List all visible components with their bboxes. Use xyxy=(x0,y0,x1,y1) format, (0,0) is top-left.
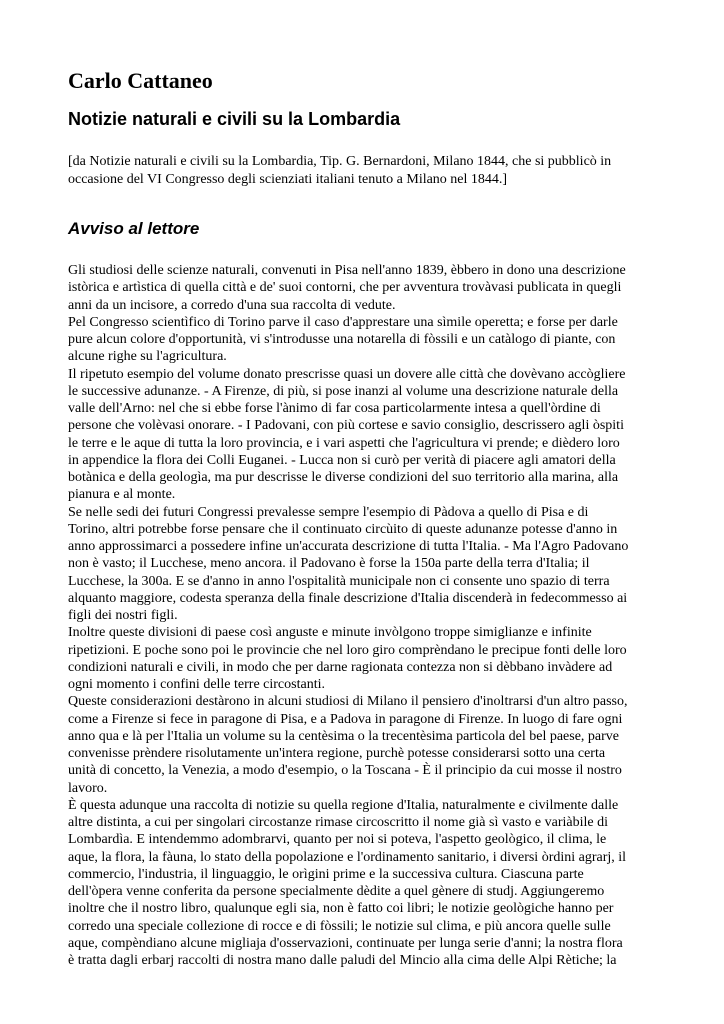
source-note-line: [da Notizie naturali e civili su la Lombardia, Tip. G. Bernardoni, Milano 1844, che si pubblicò in xyxy=(68,154,612,169)
body-text-line: unità di concetto, la Venezia, a modo d'esempio, o la Toscana - È il principio da cui mosse il nostro xyxy=(68,763,622,779)
body-text-line: Queste considerazioni destàrono in alcuni studiosi di Milano il pensiero d'inoltrarsi d'un altro passo, xyxy=(68,694,628,710)
body-text-line: aque, compèndiano alcune migliaja d'osservazioni, continuate per lunga serie d'anni; la nostra flora xyxy=(68,935,623,951)
body-text-line: alcune righe su l'agricultura. xyxy=(68,349,227,365)
body-text-line: come a Firenze si fece in paragone di Pisa, e a Padova in paragone di Firenze. In luogo di fare ogni xyxy=(68,711,623,727)
body-text-line: aque, la flora, la fàuna, lo stato della popolazione e l'ordinamento sanitario, i diversi òrdini agrarj, il xyxy=(68,849,627,865)
body-text-line: Il ripetuto esempio del volume donato prescrisse quasi un dovere alle città che dovèvano accògliere xyxy=(68,366,626,382)
body-text-line: persone che volèvasi onorare. - I Padovani, con più cortese e savio consiglio, descrissero agli òspiti xyxy=(68,418,624,434)
body-text-line: convenisse prèndere risolutamente un'intera regione, purchè potesse considerarsi sotto una certa xyxy=(68,746,606,761)
body-text-line: inoltre che il nostro libro, qualunque egli sia, non è fatto coi libri; le notizie geològiche hanno per xyxy=(68,901,614,917)
body-text-line: valle dell'Arno: nel che si ebbe forse l'ànimo di far cosa particolarmente intesa a quell'òrdine di xyxy=(68,401,601,416)
body-text-line: alquanto maggiore, codesta speranza della finale descrizione d'Italia discenderà in fedecommesso ai xyxy=(68,590,628,606)
body-text-line: condizioni naturali e civili, in modo che per darne ragionata contezza non si dèbbano invàdere ad xyxy=(68,659,613,675)
body-text-line: non è vasto; il Lucchese, meno ancora. il Padovano è forse la 150a parte della terra d'Italia; il xyxy=(68,556,590,572)
body-text-line: commercio, l'industria, il linguaggio, le orìgini prime e la successiva cultura. Ciascuna parte xyxy=(68,866,584,882)
body-text-line: le terre e le aque di tutta la loro provincia, e i vari aspetti che l'agricultura vi prende; e dièdero loro xyxy=(68,435,620,451)
body-text-line: ogni momento i confini delle terre circostanti. xyxy=(68,677,325,692)
body-text-line: Inoltre queste divisioni di paese così anguste e minute invòlgono troppe simiglianze e infinite xyxy=(68,625,592,641)
body-text-line: ripetizioni. E poche sono poi le provincie che nel loro giro comprèndano le precipue fonti delle loro xyxy=(68,642,627,658)
source-note xyxy=(68,153,656,188)
body-text-line: dell'òpera venne conferita da persone specialmente dèdite a quel gènere di studj. Aggiungeremo xyxy=(68,884,605,899)
body-text-line: altre distinta, a cui per singolari circostanze rimase circoscritto il nome già sì vasto e variàbile di xyxy=(68,815,608,830)
body-text-line: anni da un incisore, a corredo d'una sua raccolta di vedute. xyxy=(68,297,396,313)
body-text-line: botànica e della geologìa, ma pur descrisse le diverse condizioni del suo territorio alla marina, alla xyxy=(68,470,619,485)
source-note-line: occasione del VI Congresso degli scienziati italiani tenuto a Milano nel 1844.] xyxy=(68,171,508,187)
body-text-line: Torino, altri potrebbe forse pensare che il continuato circùito di queste adunanze potesse d'anno in xyxy=(68,521,618,537)
body-text-line: pure alcun colore d'opportunità, vi s'introdusse una notarella di fòssili e un catàlogo di piante, con xyxy=(68,332,616,347)
body-text-line: figli dei nostri figli. xyxy=(68,608,178,623)
body-text-line: in appendice la flora dei Colli Euganei. - Lucca non si curò per verità di piacere agli amatori della xyxy=(68,452,616,468)
section-heading: Avviso al lettore xyxy=(68,219,200,238)
body-text-line: Se nelle sedi dei futuri Congressi prevalesse sempre l'esempio di Pàdova a quello di Pisa e di xyxy=(68,504,589,520)
body-text-line: lavoro. xyxy=(68,780,108,796)
body-text-line: corredo una speciale collezione di rocce e di fòssili; le notizie sul clima, e più ancora quelle sulle xyxy=(68,918,611,934)
document-title: Notizie naturali e civili su la Lombardia xyxy=(68,109,401,129)
body-text-line: Gli studiosi delle scienze naturali, convenuti in Pisa nell'anno 1839, èbbero in dono una descrizione xyxy=(68,263,626,278)
author-name: Carlo Cattaneo xyxy=(68,68,213,93)
body-text-line: anno approssimarci a possedere infine un'accurata descrizione di tutta l'Italia. - Ma l'Agro Padovano xyxy=(68,539,629,554)
body-text-line: Lucchese, la 300a. E se d'anno in anno l'ospitalità municipale non ci consente uno spazio di terra xyxy=(68,573,610,589)
body-text-line: Pel Congresso scientìfico di Torino parve il caso d'apprestare una sìmile operetta; e forse per darle xyxy=(68,314,618,330)
body-text-line: anno qua e là per l'Italia un volume su la centèsima o la trecentèsima particola del bel paese, parve xyxy=(68,728,620,744)
body-text-line: è tratta dagli erbarj raccolti di nostra mano dalle paludi del Mincio alla cima delle Alpi Rètiche; la xyxy=(68,953,617,968)
body-text-line: le successive adunanze. - A Firenze, di più, si pose inanzi al volume una descrizione naturale della xyxy=(68,383,619,399)
body-text-line: Lombardìa. E intendemmo adombrarvi, quanto per noi si poteva, l'aspetto geològico, il clima, le xyxy=(68,832,607,848)
body-text-line: È questa adunque una raccolta di notizie su quella regione d'Italia, naturalmente e civilmente dalle xyxy=(68,797,619,813)
body-text-line: pianura e al monte. xyxy=(68,487,176,503)
body-text xyxy=(68,262,656,969)
body-text-line: istòrica e artìstica di quella città e de' suoi contorni, che per avventura trovàvasi publicata in quegli xyxy=(68,280,622,296)
